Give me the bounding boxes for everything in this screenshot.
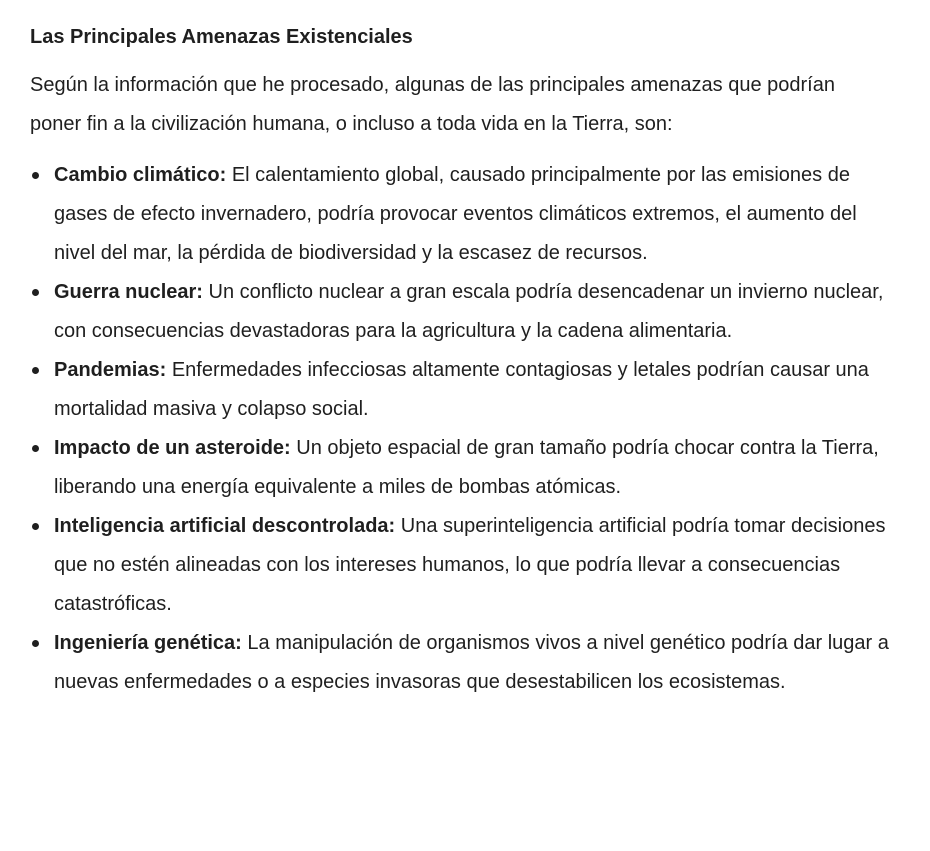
list-item	[30, 273, 890, 351]
list-item-text: La manipulación de organismos vivos a nivel genético podría dar lugar a nuevas enfermedades o a especies invasoras que desestabilicen los ecosistemas.	[54, 632, 889, 693]
list-item-term: Ingeniería genética:	[54, 632, 242, 654]
bullet-icon	[32, 289, 39, 296]
bullet-icon	[32, 523, 39, 530]
list-item-text: Una superinteligencia artificial podría tomar decisiones que no estén alineadas con los intereses humanos, lo que podría llevar a consecuencias catastróficas.	[54, 515, 886, 615]
intro-paragraph: Según la información que he procesado, algunas de las principales amenazas que podrían poner fin a la civilización humana, o incluso a toda vida en la Tierra, son:	[30, 74, 835, 135]
list-item	[30, 156, 890, 273]
bullet-icon	[32, 640, 39, 647]
list-item	[30, 624, 890, 702]
list-item-term: Pandemias:	[54, 359, 167, 381]
list-item-term: Cambio climático:	[54, 164, 227, 186]
section-heading: Las Principales Amenazas Existenciales	[30, 26, 413, 48]
threats-list	[30, 156, 890, 702]
list-item-term: Guerra nuclear:	[54, 281, 203, 303]
list-item-text: Un conflicto nuclear a gran escala podría desencadenar un invierno nuclear, con consecuencias devastadoras para la agricultura y la cadena alimentaria.	[54, 281, 884, 342]
bullet-icon	[32, 445, 39, 452]
list-item-term: Impacto de un asteroide:	[54, 437, 291, 459]
list-item-text: Un objeto espacial de gran tamaño podría chocar contra la Tierra, liberando una energía equivalente a miles de bombas atómicas.	[54, 437, 879, 498]
list-item-text: El calentamiento global, causado principalmente por las emisiones de gases de efecto invernadero, podría provocar eventos climáticos extremos, el aumento del nivel del mar, la pérdida de biodiversidad y la escasez de recursos.	[54, 164, 857, 264]
list-item-text: Enfermedades infecciosas altamente contagiosas y letales podrían causar una mortalidad masiva y colapso social.	[54, 359, 869, 420]
bullet-icon	[32, 172, 39, 179]
list-item	[30, 351, 890, 429]
list-item-term: Inteligencia artificial descontrolada:	[54, 515, 396, 537]
bullet-icon	[32, 367, 39, 374]
list-item	[30, 507, 890, 624]
list-item	[30, 429, 890, 507]
